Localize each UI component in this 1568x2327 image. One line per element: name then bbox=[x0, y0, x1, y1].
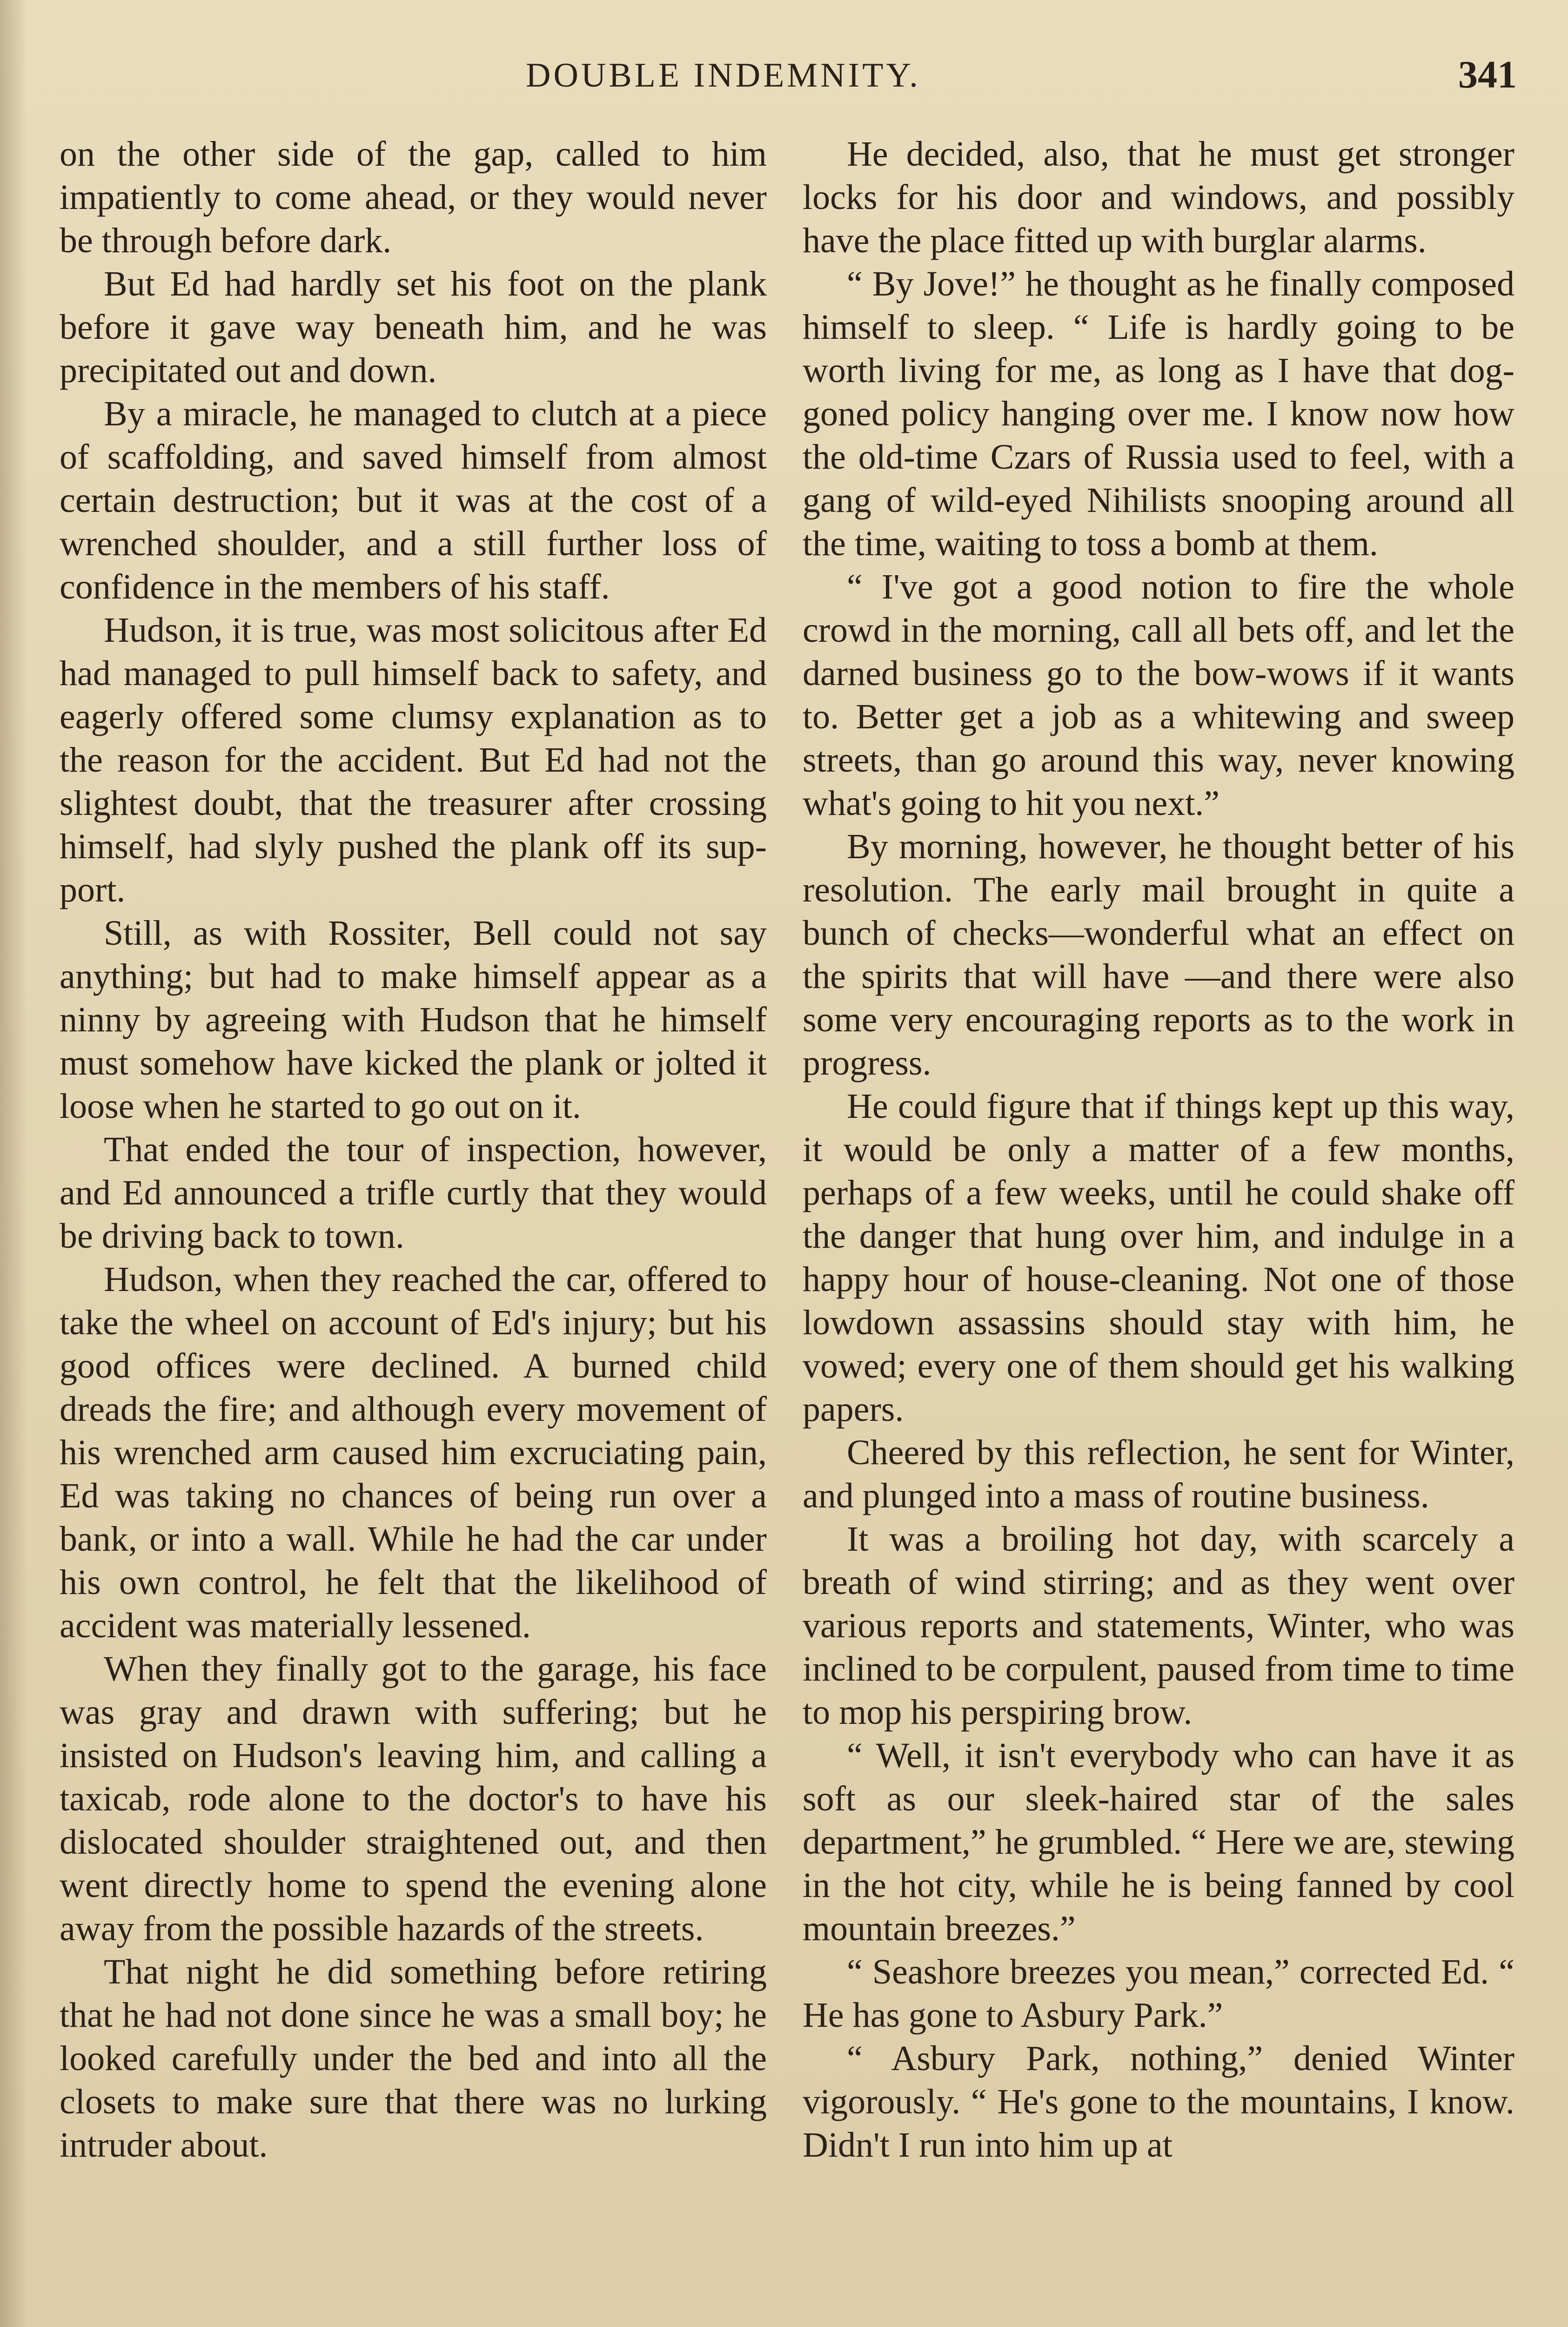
paragraph: Still, as with Rossiter, Bell could not say anything; but had to make himself appear as a ninny by agreeing with Hudson that he himself must somehow have kicked the plank or jolted it loose when he started to go out on it. bbox=[60, 914, 767, 1126]
paragraph: By a miracle, he managed to clutch at a piece of scaffolding, and saved himself from almost certain destruction; but it was at the cost of a wrenched shoulder, and a still further loss of confidence in the members of his staff. bbox=[60, 394, 767, 606]
paragraph: That ended the tour of inspection, however, and Ed announced a trifle curtly that they would be driving back to town. bbox=[60, 1130, 767, 1256]
page-edge-shadow bbox=[0, 0, 28, 2327]
paragraph: It was a broiling hot day, with scarcely a breath of wind stirring; and as they went over various reports and statements, Winter, who was inclined to be corpulent, paused from time to time to mop his perspiring brow. bbox=[803, 1520, 1514, 1732]
paragraph: But Ed had hardly set his foot on the plank before it gave way beneath him, and he was precipitated out and down. bbox=[60, 264, 767, 390]
right-column bbox=[803, 133, 1514, 2167]
paragraph: He decided, also, that he must get stronger locks for his door and windows, and possibly have the place fitted up with burglar alarms. bbox=[803, 135, 1514, 260]
paragraph: “ I've got a good notion to fire the whole crowd in the morning, call all bets off, and let the darned business go to the bow-wows if it wants to. Better get a job as a whitewing and sweep streets, than go around this way, never knowing what's going to hit you next.” bbox=[803, 567, 1514, 823]
paragraph: When they finally got to the garage, his face was gray and drawn with suffering; but he insisted on Hudson's leaving him, and calling a taxicab, rode alone to the doctor's to have his dislocated shoulder straightened out, and then went directly home to spend the evening alone away from the possible hazards of the streets. bbox=[60, 1649, 767, 1948]
paragraph: “ Asbury Park, nothing,” denied Winter vigorously. “ He's gone to the mountains, I know. Didn't I run into him up at bbox=[803, 2039, 1514, 2165]
paragraph: on the other side of the gap, called to him impatiently to come ahead, or they would never be through before dark. bbox=[60, 135, 767, 260]
paragraph: Hudson, it is true, was most solicitous after Ed had managed to pull himself back to safety, and eagerly offered some clumsy explanation as to the reason for the accident. But Ed had not the slightest doubt, that the treasurer after crossing himself, had slyly pushed the plank off its support. bbox=[60, 611, 767, 909]
paragraph: By morning, however, he thought better of his resolution. The early mail brought in quite a bunch of checks—wonderful what an effect on the spirits that will have —and there were also some very encouraging reports as to the work in progress. bbox=[803, 827, 1514, 1083]
page-number: 341 bbox=[1458, 53, 1517, 96]
paragraph: Cheered by this reflection, he sent for Winter, and plunged into a mass of routine business. bbox=[803, 1433, 1514, 1515]
paragraph: “ By Jove!” he thought as he finally composed himself to sleep. “ Life is hardly going to be worth living for me, as long as I have that dog-goned policy hanging over me. I know now how the old-time Czars of Russia used to feel, with a gang of wild-eyed Nihilists snooping around all the time, waiting to toss a bomb at them. bbox=[803, 264, 1514, 563]
paragraph: He could figure that if things kept up this way, it would be only a matter of a few months, perhaps of a few weeks, until he could shake off the danger that hung over him, and indulge in a happy hour of house-cleaning. Not one of those lowdown assassins should stay with him, he vowed; every one of them should get his walking papers. bbox=[803, 1087, 1514, 1429]
paragraph: “ Seashore breezes you mean,” corrected Ed. “ He has gone to Asbury Park.” bbox=[803, 1952, 1514, 2035]
left-column bbox=[60, 133, 767, 2167]
paragraph: That night he did something before retiring that he had not done since he was a small boy; he looked carefully under the bed and into all the closets to make sure that there was no lurking intruder about. bbox=[60, 1952, 767, 2165]
paragraph: Hudson, when they reached the car, offered to take the wheel on account of Ed's injury; but his good offices were declined. A burned child dreads the fire; and although every movement of his wrenched arm caused him excruciating pain, Ed was taking no chances of being run over a bank, or into a wall. While he had the car under his own control, he felt that the likelihood of accident was materially lessened. bbox=[60, 1260, 767, 1645]
running-title: DOUBLE INDEMNITY. bbox=[526, 56, 921, 94]
paragraph: “ Well, it isn't everybody who can have it as soft as our sleek-haired star of the sales department,” he grumbled. “ Here we are, stewing in the hot city, while he is being fanned by cool mountain breezes.” bbox=[803, 1736, 1514, 1948]
